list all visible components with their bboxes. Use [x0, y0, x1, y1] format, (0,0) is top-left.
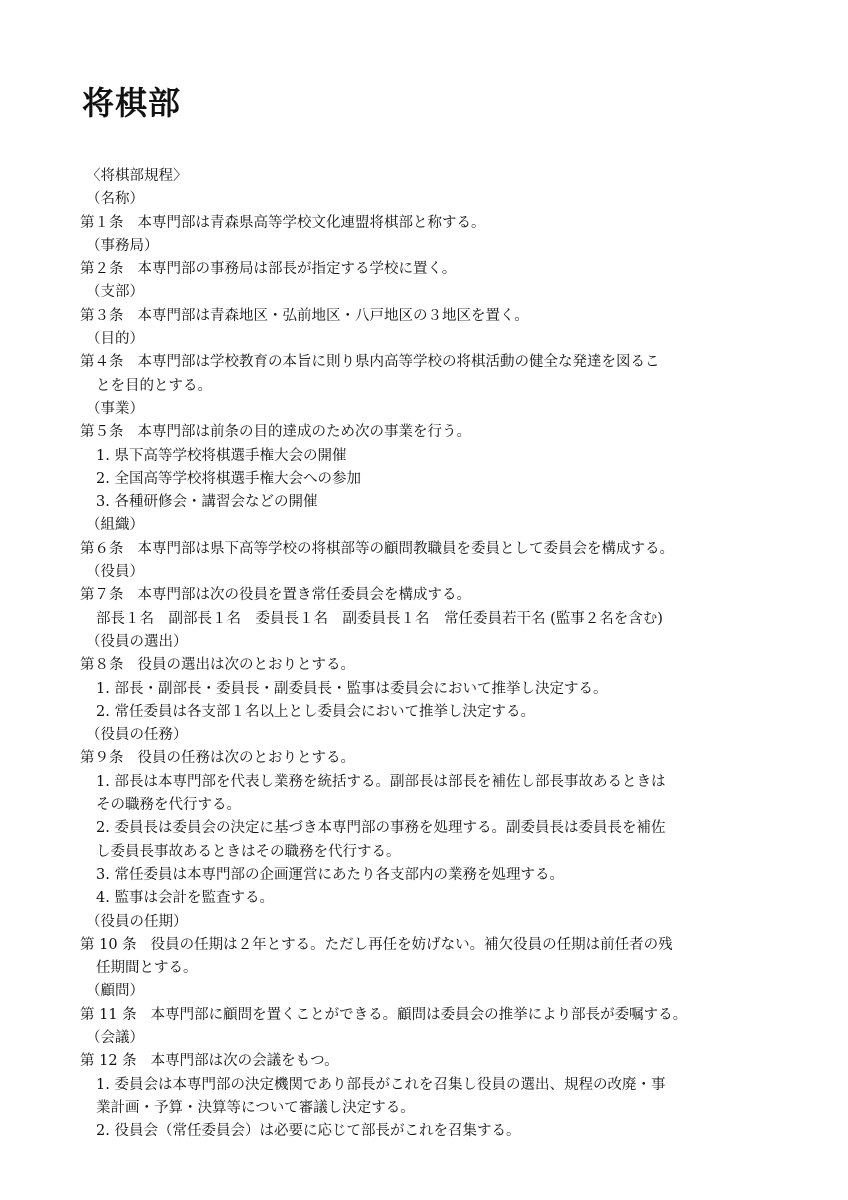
article-text-line: 本専門部は青森地区・弘前地区・八戸地区の３地区を置く。 — [137, 307, 529, 324]
article-item-line: 3. 常任委員は本専門部の企画運営にあたり各支部内の業務を処理する。 — [96, 866, 564, 883]
article-item-line: 2. 委員長は委員会の決定に基づき本専門部の事務を処理する。副委員長は委員長を補佐 — [96, 820, 666, 837]
article-item-line: し委員長事故あるときはその職務を代行する。 — [96, 843, 401, 860]
article-number: 第３条 — [80, 307, 124, 324]
article-number: 第５条 — [80, 424, 124, 441]
article-text — [80, 258, 780, 281]
article-heading: （役員の任期） — [86, 913, 188, 930]
article-number: 第 11 条 — [80, 1006, 137, 1023]
article-heading: （支部） — [86, 284, 144, 301]
article-text-line: 本専門部は学校教育の本旨に則り県内高等学校の将棋活動の健全な発達を図るこ — [137, 354, 660, 371]
page-title: 将棋部 — [82, 84, 182, 122]
article-number: 第４条 — [80, 354, 124, 371]
article-item-line: 1. 部長・副部長・委員長・副委員長・監事は委員会において推挙し決定する。 — [96, 680, 608, 697]
article-heading: （役員の任務） — [86, 727, 188, 744]
article-text-line: 本専門部は次の役員を置き常任委員会を構成する。 — [137, 587, 471, 604]
article-number: 第８条 — [80, 657, 124, 674]
article-text — [80, 538, 780, 561]
rules-body — [80, 165, 780, 1143]
article-heading: （組織） — [86, 517, 144, 534]
article-item-line: 2. 常任委員は各支部１名以上とし委員会において推挙し決定する。 — [96, 703, 535, 720]
article-item-line: 業計画・予算・決算等について審議し決定する。 — [96, 1099, 415, 1116]
article-text — [80, 934, 780, 957]
article-heading: （名称） — [86, 191, 144, 208]
article-number: 第６条 — [80, 540, 124, 557]
article-item-line: 3. 各種研修会・講習会などの開催 — [96, 494, 318, 511]
article-text — [80, 212, 780, 235]
rules-title: 〈将棋部規程〉 — [86, 168, 188, 184]
article-item-line: 部長１名 副部長１名 委員長１名 副委員長１名 常任委員若干名 (監事２名を含む) — [96, 610, 663, 627]
article-text — [80, 1050, 780, 1073]
article-number: 第 10 条 — [80, 936, 137, 953]
article-heading: （顧問） — [86, 983, 144, 1000]
article-item-line: 1. 県下高等学校将棋選手権大会の開催 — [96, 447, 347, 464]
article-heading: （事業） — [86, 400, 144, 417]
article-list — [80, 188, 780, 1143]
article-item-line: その職務を代行する。 — [96, 797, 241, 814]
article-item-line: 4. 監事は会計を監査する。 — [96, 890, 274, 907]
article-text-line: 役員の選出は次のとおりとする。 — [137, 657, 355, 674]
article-item-line: 1. 部長は本専門部を代表し業務を統括する。副部長は部長を補佐し部長事故あるときは — [96, 773, 666, 790]
article-item-line: 2. 全国高等学校将棋選手権大会への参加 — [96, 470, 361, 487]
article-heading: （事務局） — [86, 237, 159, 254]
article-text — [80, 1004, 780, 1027]
article-text-line: とを目的とする。 — [96, 377, 212, 394]
article-text-line: 任期間とする。 — [96, 960, 198, 977]
article-number: 第１条 — [80, 214, 124, 231]
article-text — [80, 654, 780, 677]
article-text-line: 本専門部は次の会議をもつ。 — [150, 1053, 339, 1070]
article-number: 第９条 — [80, 750, 124, 767]
article-text — [80, 351, 780, 374]
article-text — [80, 421, 780, 444]
article-text-line: 本専門部に顧問を置くことができる。顧問は委員会の推挙により部長が委嘱する。 — [150, 1006, 688, 1023]
article-text-line: 本専門部は前条の目的達成のため次の事業を行う。 — [137, 424, 471, 441]
article-item-line: 1. 委員会は本専門部の決定機関であり部長がこれを召集し役員の選出、規程の改廃・事 — [96, 1076, 666, 1093]
article-text — [80, 747, 780, 770]
article-number: 第２条 — [80, 261, 124, 278]
article-number: 第７条 — [80, 587, 124, 604]
article-text — [80, 584, 780, 607]
article-heading: （目的） — [86, 331, 144, 348]
article-item-line: 2. 役員会（常任委員会）は必要に応じて部長がこれを召集する。 — [96, 1123, 521, 1140]
article-text-line: 本専門部は県下高等学校の将棋部等の顧問教職員を委員として委員会を構成する。 — [137, 540, 674, 557]
article-text-line: 役員の任期は２年とする。ただし再任を妨げない。補欠役員の任期は前任者の残 — [150, 936, 673, 953]
article-text — [80, 305, 780, 328]
article-heading: （役員の選出） — [86, 633, 188, 650]
article-text-line: 本専門部は青森県高等学校文化連盟将棋部と称する。 — [137, 214, 486, 231]
article-number: 第 12 条 — [80, 1053, 137, 1070]
article-text-line: 本専門部の事務局は部長が指定する学校に置く。 — [137, 261, 457, 278]
article-heading: （役員） — [86, 564, 144, 581]
article-heading: （会議） — [86, 1029, 144, 1046]
article-text-line: 役員の任務は次のとおりとする。 — [137, 750, 355, 767]
